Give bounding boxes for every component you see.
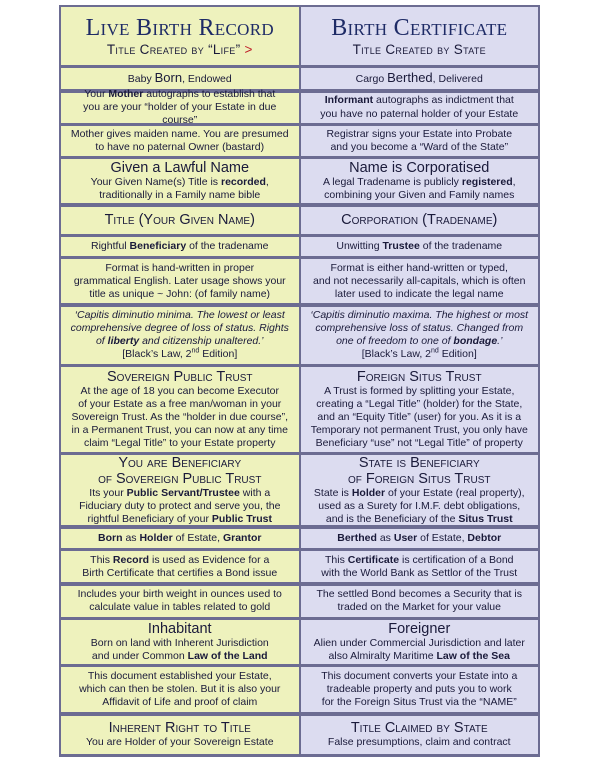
row-you-beneficiary-left: You are Beneficiary of Sovereign Public Trust Its your Public Servant/Trustee with a Fiduciary duty to protect and serve you, the rightful Beneficiary of your Public Trust xyxy=(61,455,299,525)
row-format-right: Format is either hand-written or typed, and not necessarily all-capitals, which is often later used to indicate the legal name xyxy=(301,259,539,303)
left-subtitle: Title Created by “Life” > xyxy=(106,41,253,57)
row-record-evidence-left: This Record is used as Evidence for a Birth Certificate that certifies a Bond issue xyxy=(61,551,299,582)
row-title-claimed-right: Title Claimed by State False presumptions, claim and contract xyxy=(301,716,539,754)
row-birth-weight-left: Includes your birth weight in ounces used to calculate value in tables related to gold xyxy=(61,586,299,617)
left-title: Live Birth Record xyxy=(85,14,274,41)
row-trustee-right: Unwitting Trustee of the tradename xyxy=(301,237,539,256)
row-born-right: Cargo Berthed, Delivered xyxy=(301,68,539,89)
row-title-left: Title (Your Given Name) xyxy=(61,207,299,234)
row-registrar-right: Registrar signs your Estate into Probate and you become a “Ward of the State” xyxy=(301,126,539,156)
row-state-beneficiary-right: State is Beneficiary of Foreign Situs Trust State is Holder of your Estate (real property), used as a Surety for I.M.F. debt obligations, and is the Beneficiary of the Situs Trust xyxy=(301,455,539,525)
header-left xyxy=(61,7,299,65)
row-bond-security-right: The settled Bond becomes a Security that is traded on the Market for your value xyxy=(301,586,539,617)
row-beneficiary-left: Rightful Beneficiary of the tradename xyxy=(61,237,299,256)
row-foreigner-right: Foreigner Alien under Commercial Jurisdiction and later also Almiralty Maritime Law of the Sea xyxy=(301,620,539,664)
row-born-left: Baby Born, Endowed xyxy=(61,68,299,89)
right-title: Birth Certificate xyxy=(331,14,508,41)
row-lawful-name-left: Given a Lawful Name Your Given Name(s) Title is recorded, traditionally in a Family name bible xyxy=(61,159,299,203)
row-holder-left: Born as Holder of Estate, Grantor xyxy=(61,529,299,548)
row-autograph-left: Your Mother autographs to establish that you are your “holder of your Estate in due course” xyxy=(61,93,299,123)
red-arrow-icon: > xyxy=(244,41,253,57)
header-right xyxy=(301,7,539,65)
row-corporatised-right: Name is Corporatised A legal Tradename is publicly registered, combining your Given and Family names xyxy=(301,159,539,203)
row-user-right: Berthed as User of Estate, Debtor xyxy=(301,529,539,548)
row-capitis-left: ‘Capitis diminutio minima. The lowest or least comprehensive degree of loss of status. Rights of liberty and citizenship unaltered.’ [Black’s Law, 2nd Edition] xyxy=(61,307,299,364)
row-sovereign-trust-left: Sovereign Public Trust At the age of 18 you can become Executor of your Estate as a free man/woman in your Sovereign Trust. As the “holder in due course”, in a Permanent Trust, you can now at any time claim “Legal Title” to your Estate property xyxy=(61,367,299,452)
row-autograph-right: Informant autographs as indictment that you have no paternal holder of your Estate xyxy=(301,93,539,123)
row-inherent-right-left: Inherent Right to Title You are Holder of your Sovereign Estate xyxy=(61,716,299,754)
right-subtitle: Title Created by State xyxy=(352,41,486,57)
row-document-estate-left: This document established your Estate, which can then be stolen. But it is also your Affidavit of Life and proof of claim xyxy=(61,667,299,712)
row-certificate-bond-right: This Certificate is certification of a Bond with the World Bank as Settlor of the Trust xyxy=(301,551,539,582)
row-foreign-trust-right: Foreign Situs Trust A Trust is formed by splitting your Estate, creating a “Legal Title” (holder) for the State, and an “Equity Title” (user) for you. As it is a Temporary not permanent Trust, you only have Beneficiary “use” not “Legal Title” of property xyxy=(301,367,539,452)
row-inhabitant-left: Inhabitant Born on land with Inherent Jurisdiction and under Common Law of the Land xyxy=(61,620,299,664)
row-capitis-right: ‘Capitis diminutio maxima. The highest or most comprehensive loss of status. Changed from one of freedom to one of bondage.’ [Black’s Law, 2nd Edition] xyxy=(301,307,539,364)
comparison-table xyxy=(59,5,540,757)
row-document-convert-right: This document converts your Estate into a tradeable property and puts you to work for the Foreign Situs Trust via the “NAME” xyxy=(301,667,539,712)
row-corporation-right: Corporation (Tradename) xyxy=(301,207,539,234)
row-maiden-left: Mother gives maiden name. You are presumed to have no paternal Owner (bastard) xyxy=(61,126,299,156)
row-format-left: Format is hand-written in proper grammatical English. Later usage shows your title as unique ~ John: (of family name) xyxy=(61,259,299,303)
